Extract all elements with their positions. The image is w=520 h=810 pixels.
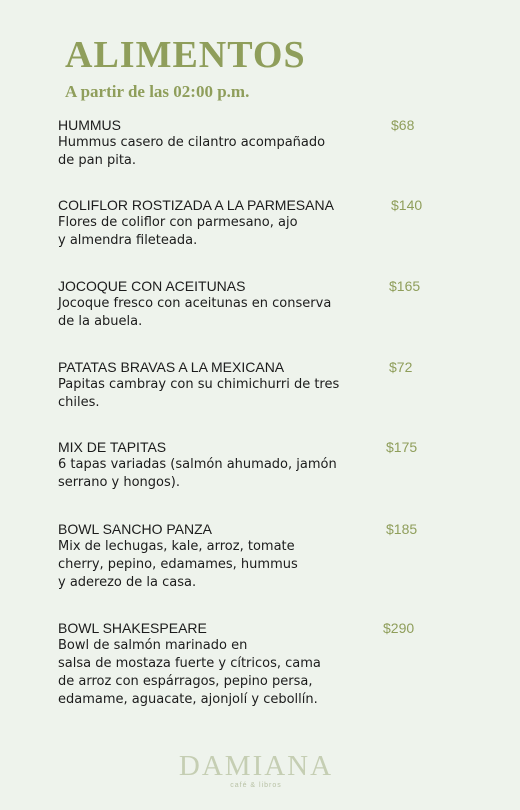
menu-item (58, 520, 438, 592)
menu-item-price: $185 (386, 521, 418, 537)
menu-item-description: 6 tapas variadas (salmón ahumado, jamón serrano y hongos). (58, 457, 337, 490)
menu-item (58, 116, 438, 170)
menu-item-description: Mix de lechugas, kale, arroz, tomate cherry, pepino, edamames, hummus y aderezo de la casa. (58, 539, 298, 590)
menu-item-description: Flores de coliflor con parmesano, ajo y almendra fileteada. (58, 215, 298, 248)
menu-item-description: Bowl de salmón marinado en salsa de mostaza fuerte y cítricos, cama de arroz con espárragos, pepino persa, edamame, aguacate, ajonjolí y cebollín. (58, 638, 321, 707)
menu-item-price: $175 (386, 439, 418, 455)
page-subtitle: A partir de las 02:00 p.m. (65, 82, 250, 101)
menu-item (58, 438, 438, 492)
menu-item-name: MIX DE TAPITAS (58, 439, 167, 455)
menu-item (58, 619, 438, 709)
page-title: ALIMENTOS (65, 34, 306, 76)
menu-item-name: JOCOQUE CON ACEITUNAS (58, 278, 246, 294)
menu-item (58, 358, 438, 412)
menu-item-price: $68 (391, 117, 415, 133)
menu-item (58, 277, 438, 331)
menu-item-price: $290 (383, 620, 415, 636)
menu-item (58, 196, 438, 250)
menu-item-price: $72 (389, 359, 413, 375)
menu-item-description: Hummus casero de cilantro acompañado de pan pita. (58, 135, 326, 168)
menu-item-price: $140 (391, 197, 423, 213)
menu-item-description: Papitas cambray con su chimichurri de tres chiles. (58, 377, 340, 410)
menu-item-name: COLIFLOR ROSTIZADA A LA PARMESANA (58, 197, 334, 213)
menu-item-name: BOWL SHAKESPEARE (58, 620, 207, 636)
brand-tagline: café & libros (230, 782, 282, 789)
brand-logo (0, 750, 512, 790)
menu-item-name: HUMMUS (58, 117, 121, 133)
brand-name: DAMIANA (178, 750, 334, 782)
menu-item-description: Jocoque fresco con aceitunas en conserva de la abuela. (58, 296, 332, 329)
menu-item-name: BOWL SANCHO PANZA (58, 521, 213, 537)
menu-item-name: PATATAS BRAVAS A LA MEXICANA (58, 359, 285, 375)
menu-item-price: $165 (389, 278, 421, 294)
